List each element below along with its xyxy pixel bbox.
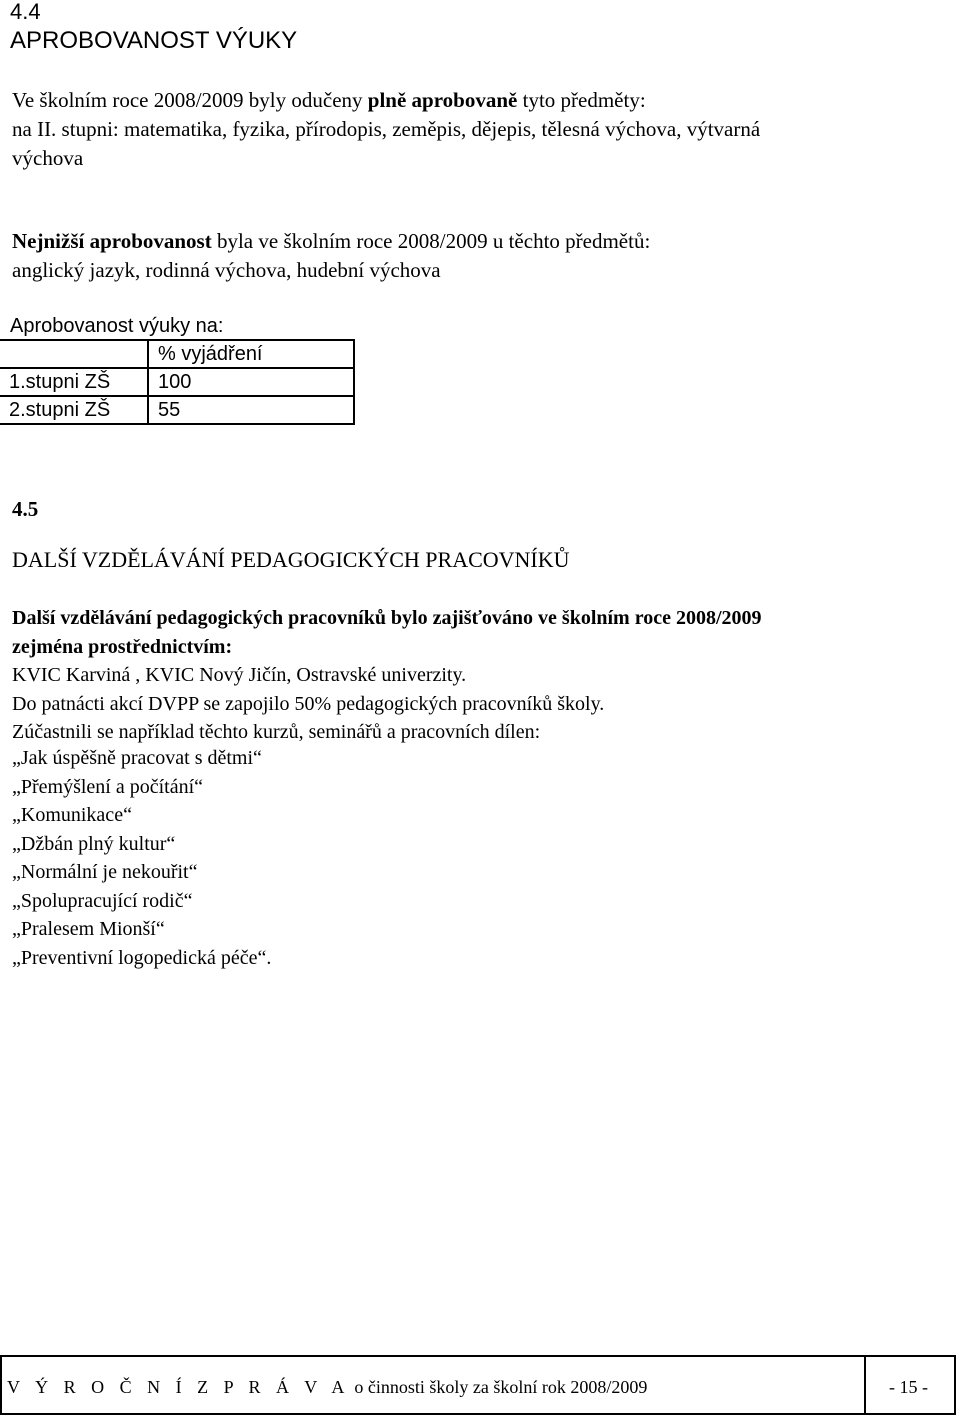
table-cell: 55 bbox=[148, 396, 354, 424]
footer-subtitle: o činnosti školy za školní rok 2008/2009 bbox=[349, 1377, 648, 1397]
list-item: „Spolupracující rodič“ bbox=[12, 889, 193, 912]
bold-text: Nejnižší aprobovanost bbox=[12, 229, 212, 253]
list-item: „Preventivní logopedická péče“. bbox=[12, 946, 272, 969]
footer-spaced-title: V Ý R O Č N Í Z P R Á V A bbox=[7, 1377, 350, 1397]
approbation-paragraph bbox=[12, 86, 760, 173]
table-cell: 2.stupni ZŠ bbox=[0, 396, 148, 424]
paragraph-line bbox=[12, 86, 760, 115]
section-number: 4.4 bbox=[10, 0, 41, 24]
list-item: „Pralesem Mionší“ bbox=[12, 918, 165, 940]
further-education-paragraph bbox=[12, 604, 762, 747]
table-cell: 100 bbox=[148, 368, 354, 396]
text-span: tyto předměty: bbox=[517, 88, 646, 112]
page-footer bbox=[0, 1355, 956, 1415]
list-item: „Přemýšlení a počítání“ bbox=[12, 775, 204, 798]
paragraph-line: Do patnácti akcí DVPP se zapojilo 50% pedagogických pracovníků školy. bbox=[12, 692, 605, 715]
table-row bbox=[0, 396, 354, 424]
bold-text: plně aprobovaně bbox=[367, 88, 518, 112]
footer-title-box bbox=[2, 1357, 866, 1413]
paragraph-line bbox=[12, 227, 650, 256]
list-item: „Jak úspěšně pracovat s dětmi“ bbox=[12, 747, 262, 769]
text-span: byla ve školním roce 2008/2009 u těchto předmětů: bbox=[211, 229, 651, 253]
bold-text: Další vzdělávání pedagogických pracovníků bylo zajišťováno ve školním roce 2008/2009 bbox=[12, 607, 762, 629]
paragraph-line bbox=[12, 604, 762, 633]
section-title: APROBOVANOST VÝUKY bbox=[10, 27, 298, 54]
bold-text: zejména prostřednictvím: bbox=[12, 635, 233, 658]
course-list bbox=[12, 744, 271, 972]
page-number: - 15 - bbox=[889, 1377, 928, 1397]
paragraph-line: Zúčastnili se například těchto kurzů, seminářů a pracovních dílen: bbox=[12, 721, 541, 743]
lowest-approbation-paragraph bbox=[12, 227, 650, 285]
list-item: „Džbán plný kultur“ bbox=[12, 832, 176, 855]
paragraph-line: výchova bbox=[12, 146, 84, 170]
text-span: Ve školním roce 2008/2009 byly odučeny bbox=[12, 88, 368, 112]
section-number: 4.5 bbox=[12, 497, 39, 521]
table-row bbox=[0, 368, 354, 396]
paragraph-line: anglický jazyk, rodinná výchova, hudební výchova bbox=[12, 258, 441, 282]
list-item: „Normální je nekouřit“ bbox=[12, 861, 198, 883]
table-cell: % vyjádření bbox=[148, 340, 354, 368]
table-cell bbox=[0, 340, 148, 368]
paragraph-line: na II. stupni: matematika, fyzika, přírodopis, zeměpis, dějepis, tělesná výchova, výtvarná bbox=[12, 117, 761, 141]
footer-title bbox=[7, 1376, 647, 1398]
table-caption: Aprobovanost výuky na: bbox=[10, 315, 224, 337]
list-item: „Komunikace“ bbox=[12, 804, 132, 826]
paragraph-line: KVIC Karviná , KVIC Nový Jičín, Ostravské univerzity. bbox=[12, 664, 467, 686]
paragraph-line bbox=[12, 633, 762, 662]
section-title: DALŠÍ VZDĚLÁVÁNÍ PEDAGOGICKÝCH PRACOVNÍKŮ bbox=[12, 547, 570, 572]
approbation-table bbox=[0, 339, 355, 425]
table-cell: 1.stupni ZŠ bbox=[0, 368, 148, 396]
table-header-row bbox=[0, 340, 354, 368]
